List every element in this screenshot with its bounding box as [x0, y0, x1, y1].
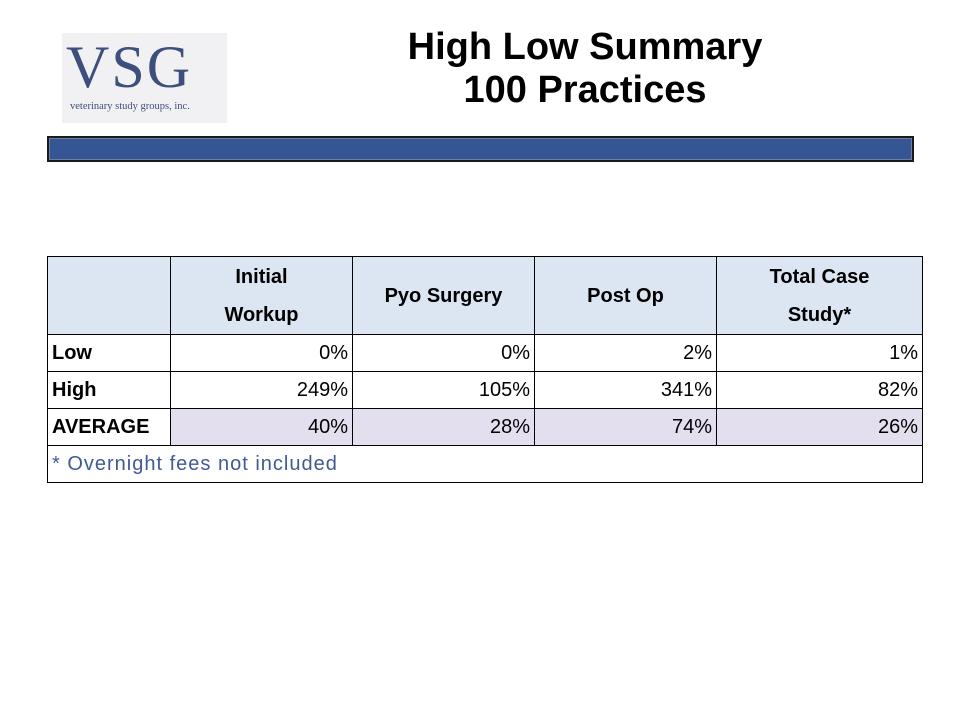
column-header-initial-workup — [171, 257, 353, 335]
row-label: Low — [48, 335, 171, 372]
cell-value: 82% — [717, 372, 923, 409]
header-row — [48, 257, 923, 335]
column-header-line: Initial — [235, 265, 288, 288]
column-header-post-op — [535, 257, 717, 335]
logo-mark: VSG — [66, 34, 193, 100]
column-header-line: Study* — [787, 303, 852, 326]
page-title — [350, 26, 820, 112]
corner-cell — [48, 257, 171, 335]
footnote-row — [48, 446, 923, 483]
cell-value: 341% — [535, 372, 717, 409]
table-row-average — [48, 409, 923, 446]
cell-value: 74% — [535, 409, 717, 446]
row-label: AVERAGE — [48, 409, 171, 446]
column-header-line: Workup — [224, 303, 299, 326]
column-header-line: Pyo Surgery — [384, 284, 503, 307]
cell-value: 0% — [353, 335, 535, 372]
cell-value: 0% — [171, 335, 353, 372]
row-label: High — [48, 372, 171, 409]
footnote: * Overnight fees not included — [48, 446, 923, 483]
logo-tagline: veterinary study groups, inc. — [70, 101, 190, 112]
title-line-2: 100 Practices — [463, 69, 707, 111]
cell-value: 249% — [171, 372, 353, 409]
accent-bar — [47, 136, 914, 162]
column-header-line: Total Case — [769, 265, 870, 288]
table-row-low — [48, 335, 923, 372]
column-header-pyo-surgery — [353, 257, 535, 335]
cell-value: 40% — [171, 409, 353, 446]
cell-value: 26% — [717, 409, 923, 446]
cell-value: 2% — [535, 335, 717, 372]
table-row-high — [48, 372, 923, 409]
column-header-line: Post Op — [587, 284, 664, 307]
cell-value: 105% — [353, 372, 535, 409]
cell-value: 28% — [353, 409, 535, 446]
column-header-total-case-study — [717, 257, 923, 335]
cell-value: 1% — [717, 335, 923, 372]
summary-table — [47, 256, 923, 483]
vsg-logo — [62, 33, 227, 123]
title-line-1: High Low Summary — [407, 26, 763, 68]
